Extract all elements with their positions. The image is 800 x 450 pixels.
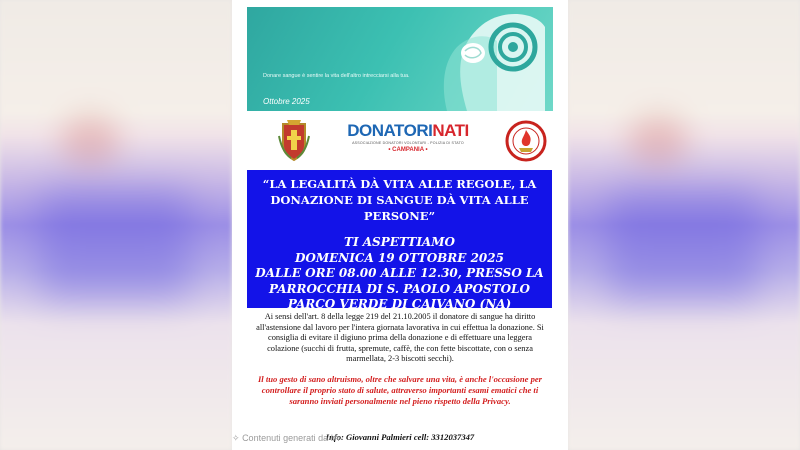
logos-row bbox=[247, 116, 553, 166]
announcement-quote: “LA LEGALITÀ DÀ VITA ALLE REGOLE, LA DONAZIONE DI SANGUE DÀ VITA ALLE PERSONE” bbox=[262, 177, 537, 223]
event-poster bbox=[232, 0, 568, 450]
logo-wordmark-donatori: DONATORI bbox=[347, 121, 433, 140]
event-line-invite: TI ASPETTIAMO bbox=[344, 235, 455, 249]
ai-icon: ✧ bbox=[232, 433, 240, 443]
event-details bbox=[247, 235, 552, 313]
vigili-del-fuoco-emblem-icon bbox=[505, 120, 547, 162]
contact-info: Info: Giovanni Palmieri cell: 3312037347 bbox=[325, 432, 475, 442]
blurred-shape bbox=[60, 115, 120, 165]
logo-region: • CAMPANIA • bbox=[388, 147, 428, 153]
logo-wordmark-nati: NATI bbox=[432, 121, 469, 140]
banner-tagline: Donare sangue è sentire la vita dell'altro intrecciarsi alla tua. bbox=[263, 73, 410, 79]
blurred-shape bbox=[40, 190, 190, 300]
event-line-location: PARCO VERDE DI CAIVANO (NA) bbox=[287, 297, 512, 311]
ai-generated-note bbox=[232, 433, 339, 444]
legal-notice: Ai sensi dell'art. 8 della legge 219 del 21.10.2005 il donatore di sangue ha diritto all'astensione dal lavoro per l'intera giornata lavorativa in cui effettua la donazione. Si consiglia di evitare il digiuno prima della donazione e di effettuare una leggera colazione (succhi di frutta, spremute, caffè, the con fette biscottate, con o senza marmellata, 2-3 biscotti secchi). bbox=[256, 312, 544, 364]
announcement-box bbox=[247, 170, 552, 311]
logo-association-text: ASSOCIAZIONE DONATORI VOLONTARI - POLIZIA DI STATO bbox=[352, 141, 464, 145]
ai-generated-label: Contenuti generati da IA bbox=[242, 433, 340, 443]
banner-date: Ottobre 2025 bbox=[263, 97, 310, 106]
polizia-crest-icon bbox=[277, 116, 311, 162]
blurred-shape bbox=[608, 190, 758, 300]
blurred-background-right bbox=[568, 0, 800, 450]
event-line-date: DOMENICA 19 OTTOBRE 2025 bbox=[295, 250, 504, 265]
event-line-time: DALLE ORE 08.00 ALLE 12.30, PRESSO LA bbox=[255, 266, 544, 280]
blurred-shape bbox=[628, 115, 688, 165]
donatori-nati-logo bbox=[343, 122, 473, 153]
logo-wordmark bbox=[343, 122, 473, 140]
altruism-message: Il tuo gesto di sano altruismo, oltre che salvare una vita, è anche l'occasione per controllare il proprio stato di salute, attraverso importanti esami ematici che ti saranno inviati personalmente nel pieno rispetto della Privacy. bbox=[257, 374, 543, 406]
poster-banner bbox=[247, 7, 553, 111]
event-line-venue: PARROCCHIA DI S. PAOLO APOSTOLO bbox=[269, 281, 530, 296]
profile-heads-illustration bbox=[427, 7, 545, 111]
blurred-background-left bbox=[0, 0, 232, 450]
